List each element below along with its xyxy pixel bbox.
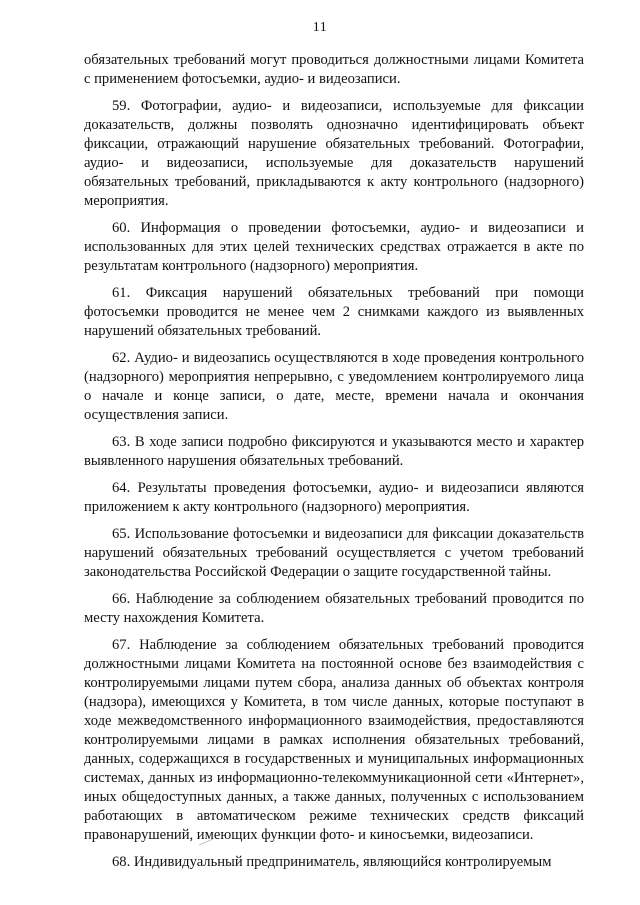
paragraph-64: 64. Результаты проведения фотосъемки, аудио- и видеозаписи являются приложением к акту контрольного (надзорного) мероприятия.: [84, 480, 584, 515]
paragraph-68: 68. Индивидуальный предприниматель, являющийся контролируемым: [112, 854, 552, 870]
paragraph-67: 67. Наблюдение за соблюдением обязательных требований проводится должностными лицами Комитета на постоянной основе без взаимодействия с контролируемыми лицами путем сбора, анализа данных об объектах контроля (надзора), имеющихся у Комитета, в том числе данных, которые поступают в ходе межведомственного информационного взаимодействия, предоставляются контролируемыми лицами в рамках исполнения обязательных требований, данных, содержащихся в государственных и муниципальных информационных системах, данных из информационно-телекоммуникационной сети «Интернет», иных общедоступных данных, а также данных, полученных с использованием работающих в автоматическом режиме технических средств фиксаций правонарушений, имеющих функции фото- и киносъемки, видеозаписи.: [84, 637, 584, 843]
paragraph-63: 63. В ходе записи подробно фиксируются и указываются место и характер выявленного нарушения обязательных требований.: [84, 434, 584, 469]
document-body: [84, 51, 584, 872]
paragraph-65: 65. Использование фотосъемки и видеозаписи для фиксации доказательств нарушений обязательных требований осуществляется с учетом требований законодательства Российской Федерации о защите государственной тайны.: [84, 526, 584, 580]
paragraph-60: 60. Информация о проведении фотосъемки, аудио- и видеозаписи и использованных для этих целей технических средствах отражается в акте по результатам контрольного (надзорного) мероприятия.: [84, 220, 584, 274]
paragraph-66: 66. Наблюдение за соблюдением обязательных требований проводится по месту нахождения Комитета.: [84, 591, 584, 626]
paragraph-continuation: обязательных требований могут проводиться должностными лицами Комитета с применением фотосъемки, аудио- и видеозаписи.: [84, 52, 584, 87]
paragraph-59: 59. Фотографии, аудио- и видеозаписи, используемые для фиксации доказательств, должны позволять однозначно идентифицировать объект фиксации, отражающий нарушение обязательных требований. Фотографии, аудио- и видеозаписи, используемые для доказательств нарушений обязательных требований, прикладываются к акту контрольного (надзорного) мероприятия.: [84, 98, 584, 209]
page-number: 11: [312, 20, 328, 35]
paragraph-62: 62. Аудио- и видеозапись осуществляются в ходе проведения контрольного (надзорного) мероприятия непрерывно, с уведомлением контролируемого лица о начале и конце записи, о дате, месте, времени начала и окончания осуществления записи.: [84, 350, 584, 423]
paragraph-61: 61. Фиксация нарушений обязательных требований при помощи фотосъемки проводится не менее чем 2 снимками каждого из выявленных нарушений обязательных требований.: [84, 285, 584, 339]
scan-mark: [198, 838, 214, 846]
